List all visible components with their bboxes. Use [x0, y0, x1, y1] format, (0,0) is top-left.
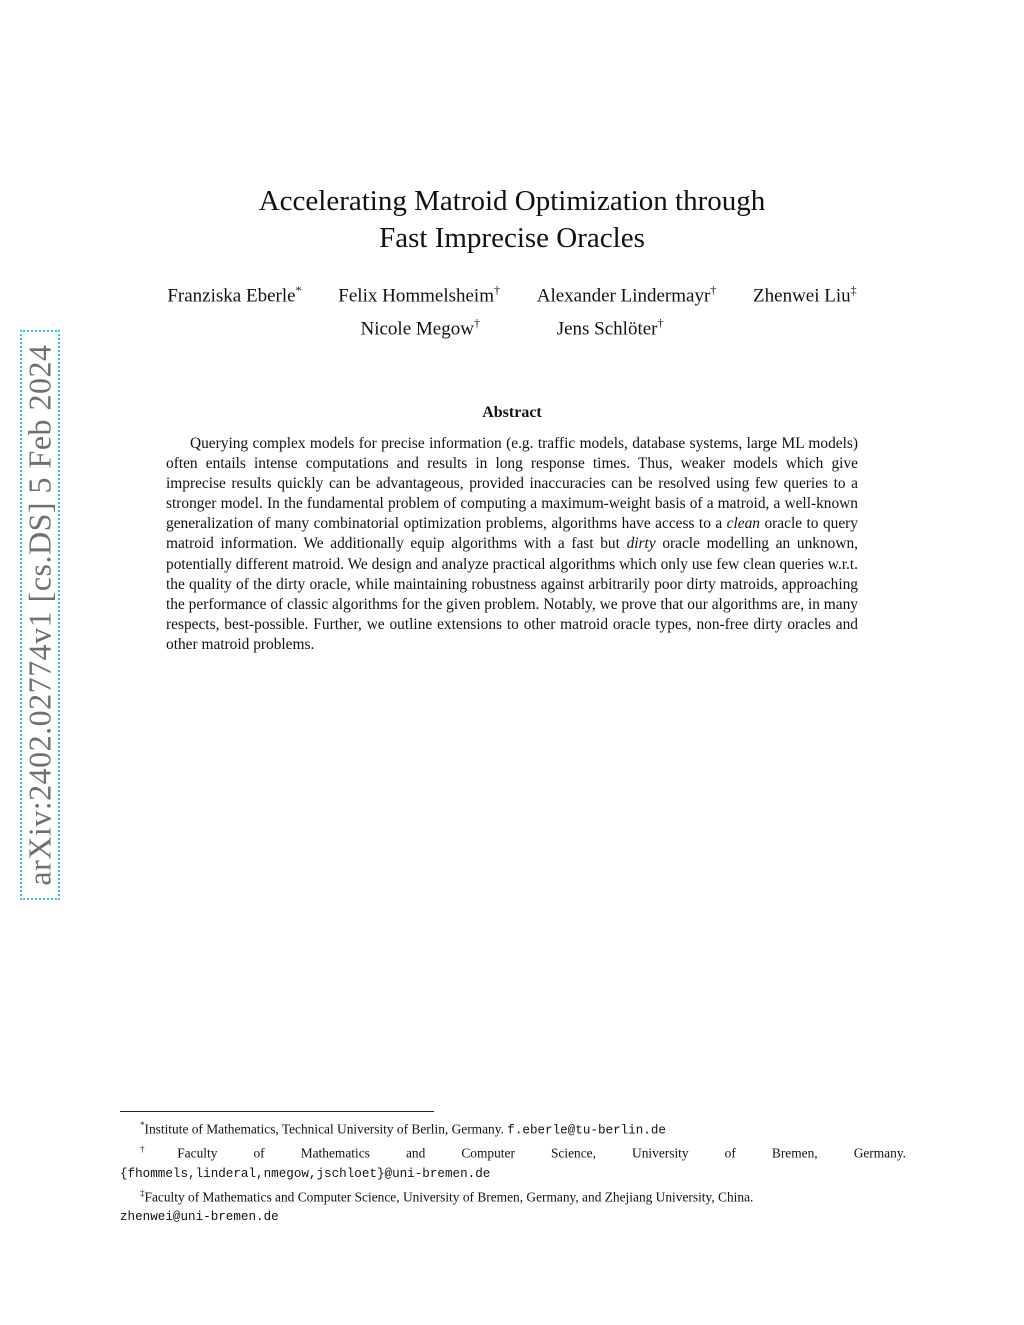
footnote-email[interactable]: {fhommels,linderal,nmegow,jschloet}@uni-bremen.de	[120, 1166, 491, 1181]
title-line-1: Accelerating Matroid Optimization through	[258, 185, 766, 217]
footnote-text: Faculty of Mathematics and Computer Science, University of Bremen, Germany, and Zhejiang University, China.	[144, 1189, 754, 1205]
author-affiliation-mark: †	[493, 283, 500, 297]
abstract-emphasis: dirty	[626, 535, 656, 553]
author	[557, 316, 664, 340]
author-affiliation-mark: ‡	[850, 283, 857, 297]
title-line-2: Fast Imprecise Oracles	[379, 222, 645, 254]
author-row-1	[0, 283, 1024, 307]
footnote-mark: *	[140, 1120, 145, 1130]
arxiv-identifier: arXiv:2402.02774v1 [cs.DS] 5 Feb 2024	[21, 344, 58, 886]
author-name: Felix Hommelsheim	[338, 285, 494, 307]
author	[753, 283, 857, 307]
author	[361, 316, 480, 340]
footnote-continuation	[120, 1163, 906, 1184]
footnote-email[interactable]: f.eberle@tu-berlin.de	[507, 1123, 666, 1138]
footnote-continuation	[120, 1206, 906, 1227]
footnote-mark: ‡	[140, 1187, 145, 1198]
author-affiliation-mark: †	[710, 283, 717, 297]
author-name: Franziska Eberle	[167, 285, 296, 307]
author-affiliation-mark: *	[295, 283, 302, 297]
footnote-email[interactable]: zhenwei@uni-bremen.de	[120, 1210, 279, 1225]
footnote-rule	[120, 1111, 434, 1112]
author-affiliation-mark: †	[657, 316, 664, 330]
paper-title	[0, 183, 1024, 257]
author-row-2	[0, 316, 1024, 340]
author	[167, 283, 301, 307]
footnote	[120, 1184, 906, 1206]
footnote	[120, 1116, 906, 1140]
footnote-text: Faculty of Mathematics and Computer Science, University of Bremen, Germany.	[177, 1145, 906, 1161]
abstract-text: oracle to query matroid information. We additionally equip algorithms with a fast but	[166, 515, 858, 553]
author	[338, 283, 500, 307]
author	[537, 283, 717, 307]
footnote-text: Institute of Mathematics, Technical University of Berlin, Germany.	[144, 1121, 504, 1137]
author-name: Jens Schlöter	[556, 318, 658, 340]
abstract-text: Querying complex models for precise information (e.g. traffic models, database systems, large ML models) often entails intense computations and results in long response times. Thus, weaker models which give imprecise results quickly can be advantageous, provided inaccuracies can be resolved using few queries to a stronger model. In the fundamental problem of computing a maximum-weight basis of a matroid, a well-known generalization of many combinatorial optimization problems, algorithms have access to a	[166, 435, 858, 533]
footnotes	[120, 1116, 906, 1227]
footnote-mark: †	[140, 1144, 178, 1155]
abstract-heading: Abstract	[482, 404, 542, 421]
abstract-emphasis: clean	[726, 515, 760, 533]
author-affiliation-mark: †	[473, 316, 480, 330]
abstract-text: oracle modelling an unknown, potentially different matroid. We design and analyze practical algorithms which only use few clean queries w.r.t. the quality of the dirty oracle, while maintaining robustness against arbitrarily poor dirty matroids, approaching the performance of classic algorithms for the given problem. Notably, we prove that our algorithms are, in many respects, best-possible. Further, we outline extensions to other matroid oracle types, non-free dirty oracles and other matroid problems.	[166, 535, 859, 653]
abstract-body	[166, 434, 858, 655]
author-name: Alexander Lindermayr	[536, 285, 711, 307]
author-name: Nicole Megow	[360, 318, 474, 340]
author-name: Zhenwei Liu	[753, 285, 851, 307]
footnote	[120, 1140, 906, 1162]
